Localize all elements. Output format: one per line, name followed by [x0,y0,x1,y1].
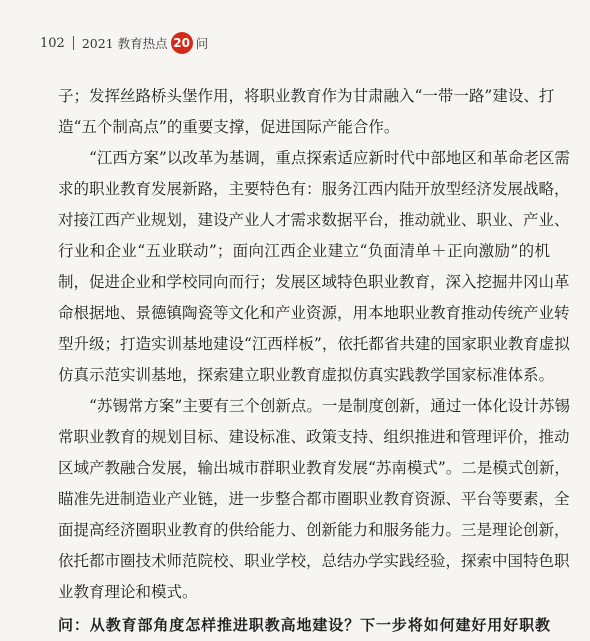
page-body [58,81,570,641]
body-line: 行业和企业“五业联动”；面向江西企业建立“负面清单＋正向激励”的机 [58,242,550,260]
question-heading: 问：从教育部角度怎样推进职教高地建设？下一步将如何建好用好职教 [58,616,550,634]
book-title-suffix: 问 [195,36,209,51]
body-line: 面提高经济圈职业教育的供给能力、创新能力和服务能力。三是理论创新， [58,521,570,539]
body-line: 命根据地、景德镇陶瓷等文化和产业资源，用本地职业教育推动传统产业转 [58,304,570,322]
book-title-prefix: 2021 教育热点 [81,36,168,51]
body-line: 对接江西产业规划，建设产业人才需求数据平台，推动就业、职业、产业、 [58,211,570,229]
header-divider [73,36,74,50]
body-line: 型升级；打造实训基地建设“江西样板”，依托都省共建的国家职业教育虚拟 [58,335,570,353]
body-line: 造“五个制高点”的重要支撑，促进国际产能合作。 [58,118,400,136]
page-header [40,32,208,54]
body-line: 子；发挥丝路桥头堡作用，将职业教育作为甘肃融入“一带一路”建设、打 [58,87,555,105]
body-line: “江西方案”以改革为基调，重点探索适应新时代中部地区和革命老区需 [89,149,570,167]
body-line: 常职业教育的规划目标、建设标准、政策支持、组织推进和管理评价，推动 [58,428,570,446]
body-line: 瞄准先进制造业产业链，进一步整合都市圈职业教育资源、平台等要素，全 [58,490,570,508]
body-line: 制，促进企业和学校同向而行；发展区域特色职业教育，深入挖掘井冈山革 [58,273,570,291]
page-number: 102 [40,35,65,51]
body-line: 仿真示范实训基地，探索建立职业教育虚拟仿真实践教学国家标准体系。 [58,366,555,384]
body-line: 业教育理论和模式。 [58,583,198,601]
body-line: 依托都市圈技术师范院校、职业学校，总结办学实践经验，探索中国特色职 [58,552,570,570]
body-line: “苏锡常方案”主要有三个创新点。一是制度创新，通过一体化设计苏锡 [89,397,570,415]
body-line: 求的职业教育发展新路，主要特色有：服务江西内陆开放型经济发展战略， [58,180,570,198]
badge-number: 20 [171,32,193,54]
body-line: 区域产教融合发展，输出城市群职业教育发展“苏南模式”。二是模式创新， [58,459,570,477]
